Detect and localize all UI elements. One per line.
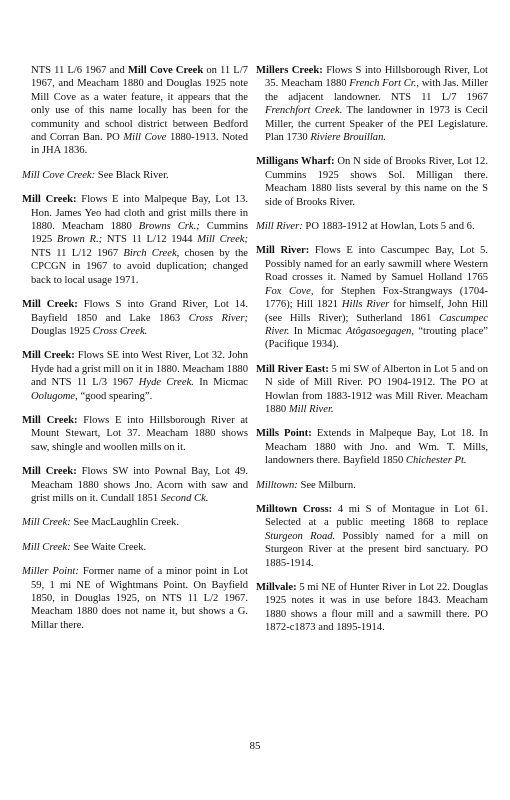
entry-text: 4 mi S of Montague in Lot 61. Selected at a public meeting 1868 to replace	[265, 503, 488, 529]
entry-text: Flows SW into Pownal Bay, Lot 49. Meacham 1880 shows Jno. Acorn with saw and grist mills on it. Cundall 1851	[31, 466, 248, 504]
entry-headword: Mill Cove Creek:	[22, 169, 96, 181]
entry-text: 5 mi NE of Hunter River in Lot 22. Douglas 1925 notes it was in use before 1843. Meacham 1880 shows a flour mill and a sawmill there. PO 1872-c1873 and 1895-1914.	[265, 582, 488, 634]
italic-name: Hyde Creek.	[138, 377, 194, 389]
entry-text: “trouting place” (Pacifique 1934).	[265, 325, 489, 351]
entry-text: “good spearing”.	[77, 390, 153, 402]
gazetteer-entry	[22, 349, 248, 403]
gazetteer-entry	[256, 581, 488, 635]
entry-text: PO 1883-1912 at Howlan, Lots 5 and 6.	[302, 221, 475, 233]
entry-headword: Mill Creek:	[22, 541, 71, 553]
italic-name: Cross Creek.	[92, 325, 148, 337]
entry-headword: Mill Creek:	[22, 299, 78, 311]
entry-text: Mill Cove Creek	[127, 65, 204, 76]
italic-name: Cascumpec River.	[265, 312, 488, 337]
italic-name: Sturgeon Road.	[265, 530, 336, 542]
entry-text: Possibly named for a mill on Sturgeon River at the present bird sanctuary. PO 1885-1914.	[265, 530, 488, 569]
italic-name: Mill Cove	[123, 132, 167, 144]
gazetteer-entry	[22, 565, 248, 632]
entry-text: On N side of Brooks River, Lot 12. Cummins 1925 shows Sol. Milligan there. Meacham 1880 lists several by this name on the S side of Brooks River.	[265, 156, 488, 208]
gazetteer-entry	[256, 479, 488, 492]
italic-name: Riviere Brouillan.	[310, 132, 387, 144]
entry-headword: Mill Creek:	[22, 194, 77, 206]
entry-text: See MacLaughlin Creek.	[70, 517, 179, 529]
entry-text: NTS 11 L/12 1967	[31, 247, 124, 259]
gazetteer-entry	[22, 414, 248, 454]
gazetteer-entry	[22, 169, 248, 182]
gazetteer-entry	[256, 244, 488, 351]
entry-headword: Milligans Wharf:	[256, 156, 335, 168]
italic-name: Second Ck.	[160, 492, 209, 504]
gazetteer-entry	[22, 64, 248, 158]
entry-text: Flows S into Hillsborough River, Lot 35. Meacham 1880	[265, 65, 488, 90]
gazetteer-entry	[22, 465, 248, 505]
entry-text: See Milburn.	[297, 479, 356, 491]
entry-headword: Millvale:	[256, 582, 297, 593]
entry-headword: Mill River:	[256, 221, 303, 233]
entry-headword: Milltown:	[256, 479, 298, 491]
entry-text: Flows SE into West River, Lot 32. John Hyde had a grist mill on it in 1880. Meacham 1880 and NTS 11 L/3 1967	[31, 350, 248, 389]
entry-headword: Mill Creek:	[22, 350, 75, 362]
italic-name: Mill Creek;	[197, 234, 249, 246]
italic-name: Frenchfort Creek.	[265, 105, 343, 117]
entry-text: In Micmac	[289, 325, 347, 337]
entry-text: Former name of a minor point in Lot 59, 1 mi NE of Wightmans Point. On Bayfield 1850, in Douglas 1925, on NTS 11 L/2 1967. Meacham 1880 does not name it, but shows a G. Millar there.	[31, 566, 248, 631]
entry-text: Flows E into Malpeque Bay, Lot 13. Hon. James Yeo had cloth and grist mills there in 1880. Meacham 1880	[31, 194, 248, 233]
right-column	[256, 64, 488, 646]
italic-name: Oolugome,	[31, 390, 78, 402]
entry-text: chosen by the CPCGN in 1967 to avoid duplication; changed back to local usage 1971.	[31, 247, 248, 286]
entry-text: 5 mi SW of Alberton in Lot 5 and on N side of Mill River. PO 1904-1912. The PO at Howlan from 1883-1912 was Mill River. Meacham 1880	[265, 363, 488, 415]
gazetteer-entry	[256, 220, 488, 233]
gazetteer-entry	[256, 503, 488, 570]
entry-text: Flows E into Hillsborough River at Mount Stewart, Lot 37. Meacham 1880 shows saw, shingle and woollen mills on it.	[31, 414, 248, 453]
italic-name: Hills River	[341, 299, 390, 311]
entry-text: with Jas. Miller the adjacent landowner. NTS 11 L/7 1967	[265, 78, 489, 103]
gazetteer-entry	[256, 427, 488, 467]
gazetteer-entry	[22, 541, 248, 554]
entry-text: for Stephen Fox-Strangways (1704-1776); Hill 1821	[265, 285, 488, 311]
entry-text: In Micmac	[193, 377, 248, 389]
entry-text: 1880-1913. Noted in JHA 1836.	[31, 132, 248, 157]
entry-text: Cummins 1925	[31, 221, 249, 246]
page-number: 85	[249, 740, 261, 752]
entry-headword: Miller Point:	[22, 566, 79, 578]
entry-text: Flows S into Grand River, Lot 14. Bayfield 1850 and Lake 1863	[31, 299, 248, 324]
italic-name: Browns Crk.;	[138, 221, 200, 233]
italic-name: Chichester Pt.	[405, 455, 467, 467]
entry-headword: Milltown Cross:	[256, 503, 333, 515]
left-column	[22, 64, 248, 643]
italic-name: Fox Cove,	[265, 285, 314, 297]
italic-name: Birch Creek,	[123, 247, 180, 259]
gazetteer-entry	[256, 64, 488, 144]
entry-text: Douglas 1925	[31, 325, 93, 337]
italic-name: Brown R.;	[56, 234, 103, 246]
entry-headword: Mills Point:	[256, 428, 312, 440]
entry-text: NTS 11 L/6 1967 and	[31, 65, 128, 76]
gazetteer-entry	[22, 516, 248, 529]
italic-name: French Fort Cr.,	[349, 78, 420, 90]
entry-text: for himself, John Hill (see Hills River); Sutherland 1861	[265, 299, 488, 324]
entry-text: See Black River.	[95, 169, 169, 181]
entry-headword: Millers Creek:	[256, 65, 323, 76]
italic-name: Cross River;	[188, 312, 248, 324]
gazetteer-entry	[256, 155, 488, 209]
gazetteer-entry	[22, 298, 248, 338]
entry-headword: Mill Creek:	[22, 517, 71, 529]
entry-text: See Waite Creek.	[70, 541, 147, 553]
entry-headword: Mill River East:	[256, 363, 329, 375]
gazetteer-entry	[22, 193, 248, 287]
entry-text: Extends in Malpeque Bay, Lot 18. In Meacham 1880 with Jno. and Wm. T. Mills, landowners there. Bayfield 1850	[265, 428, 488, 467]
entry-text: on 11 L/7 1967, and Meacham 1880 and Douglas 1925 note Mill Cove as a water feature, it appears that the only use of this name locally has been for the community and school district between Bedford and Corran Ban. PO	[31, 65, 249, 144]
entry-headword: Mill Creek:	[22, 466, 77, 478]
italic-name: Mill River.	[288, 403, 334, 415]
entry-headword: Mill River:	[256, 245, 310, 257]
entry-text: The landowner in 1973 is Cecil Miller, the current Speaker of the PEI Legislature. Plan 1730	[265, 105, 489, 144]
entry-text: Flows E into Cascumpec Bay, Lot 5. Possibly named for an early sawmill where Western Road crosses it. Named by Samuel Holland 1765	[265, 245, 488, 284]
italic-name: Atôgasoegagen,	[346, 325, 414, 337]
gazetteer-entry	[256, 363, 488, 417]
entry-text: NTS 11 L/12 1944	[102, 234, 198, 246]
entry-headword: Mill Creek:	[22, 414, 78, 426]
